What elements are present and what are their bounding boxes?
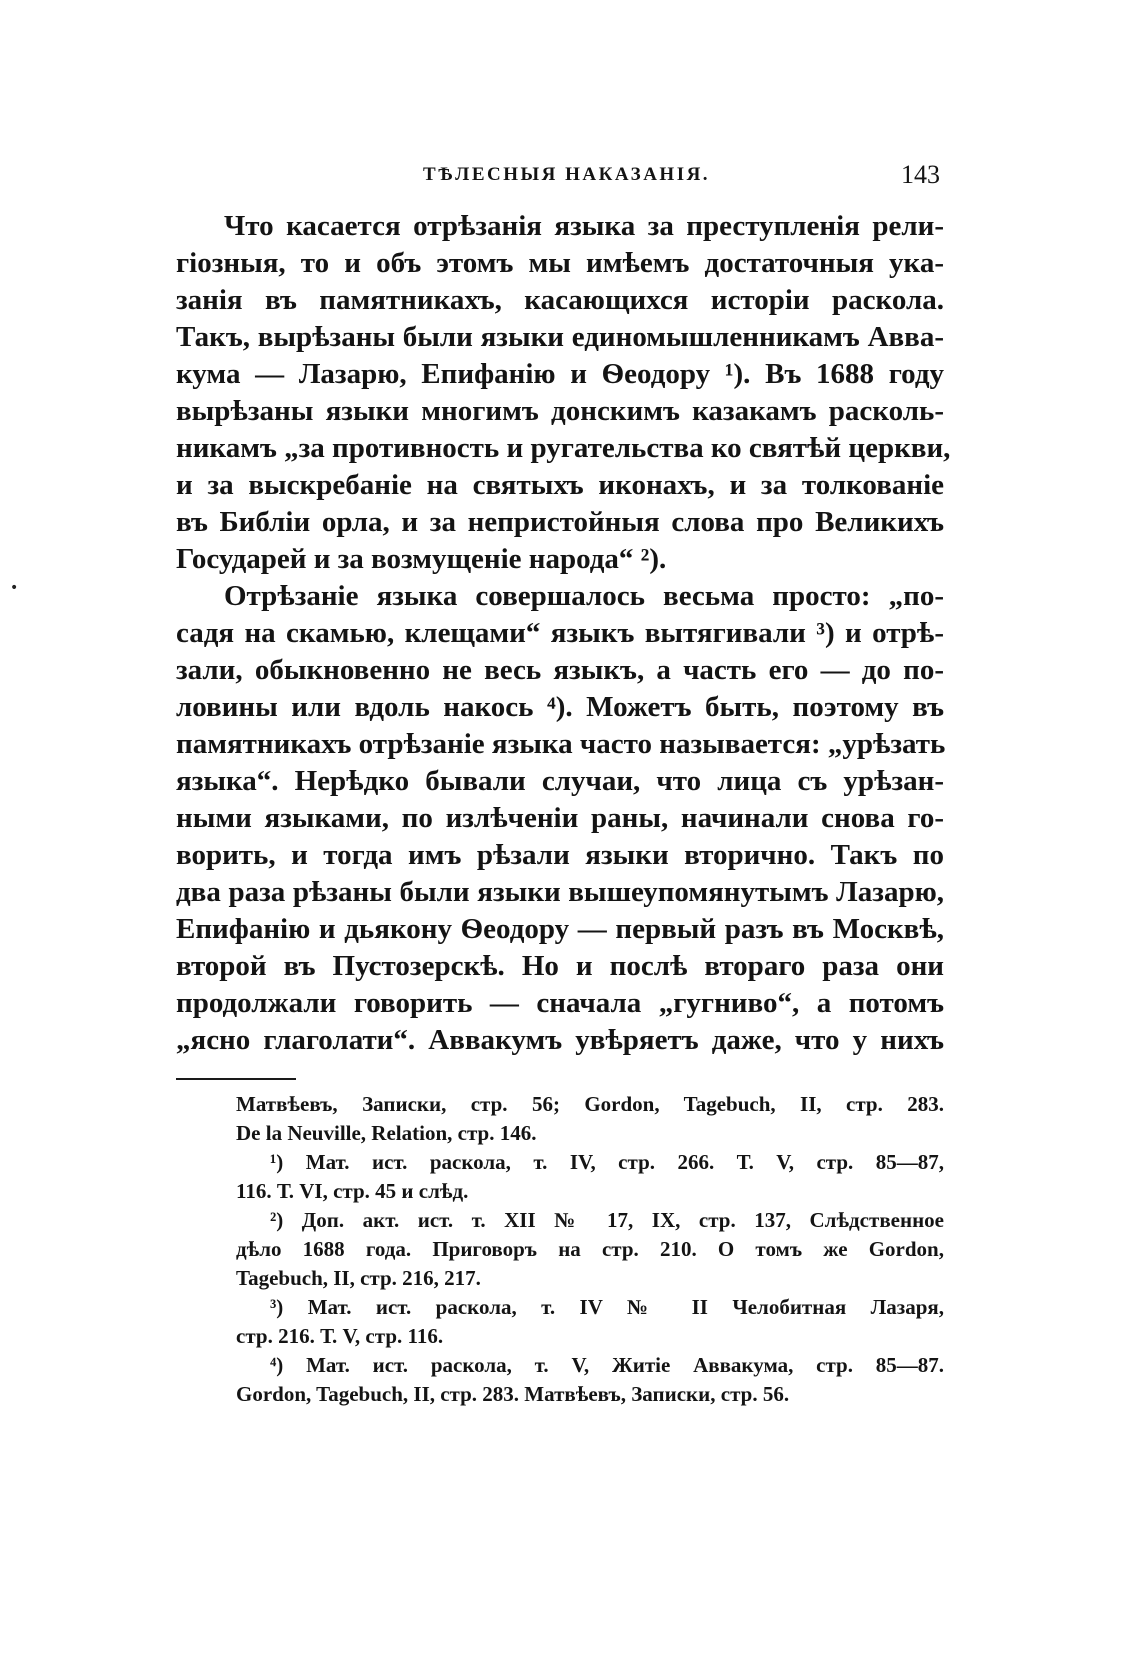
body-line: Что касается отрѣзанія языка за преступленія рели- <box>224 210 944 242</box>
page-number: 143 <box>901 160 940 189</box>
body-line: языка“. Нерѣдко бывали случаи, что лица съ урѣзан- <box>176 765 944 797</box>
footnote-line: De la Neuville, Relation, стр. 146. <box>236 1121 537 1145</box>
body-line: Епифанію и дьякону Ѳеодору — первый разъ въ Москвѣ, <box>176 913 944 945</box>
body-line: второй въ Пустозерскѣ. Но и послѣ втораго раза они <box>176 950 944 982</box>
footnote-line: ²) Доп. акт. ист. т. XII № 17, IX, стр. 137, Слѣдственное <box>270 1208 944 1232</box>
footnote-divider <box>176 1078 296 1080</box>
body-line: зали, обыкновенно не весь языкъ, а часть его — до по- <box>176 654 944 686</box>
body-line: продолжали говорить — сначала „гугниво“, а потомъ <box>176 987 944 1019</box>
footnote-line: 116. Т. VI, стр. 45 и слѣд. <box>236 1179 469 1203</box>
body-line: Государей и за возмущеніе народа“ ²). <box>176 543 667 575</box>
body-line: занія въ памятникахъ, касающихся исторіи раскола. <box>176 284 944 316</box>
body-text <box>176 208 951 1059</box>
body-line: садя на скамью, клещами“ языкъ вытягивали ³) и отрѣ- <box>176 617 944 649</box>
body-line: кума — Лазарю, Епифанію и Ѳеодору ¹). Въ 1688 году <box>176 358 944 390</box>
running-title: ТѢЛЕСНЫЯ НАКАЗАНІЯ. <box>423 164 711 185</box>
footnote-line: ⁴) Мат. ист. раскола, т. V, Житіе Аввакума, стр. 85—87. <box>270 1353 944 1377</box>
body-line: ными языками, по излѣченіи раны, начинали снова го- <box>176 802 944 834</box>
body-line: „ясно глаголати“. Аввакумъ увѣряетъ даже, что у нихъ <box>176 1024 944 1056</box>
body-line: вырѣзаны языки многимъ донскимъ казакамъ расколь- <box>176 395 944 427</box>
footnote-line: Матвѣевъ, Записки, стр. 56; Gordon, Tagebuch, II, стр. 283. <box>236 1092 944 1116</box>
body-line: Такъ, вырѣзаны были языки единомышленникамъ Авва- <box>176 321 944 353</box>
body-line: два раза рѣзаны были языки вышеупомянутымъ Лазарю, <box>176 876 944 908</box>
footnote-line: дѣло 1688 года. Приговоръ на стр. 210. О томъ же Gordon, <box>236 1237 944 1261</box>
body-line: гіозныя, то и объ этомъ мы имѣемъ достаточныя ука- <box>176 247 944 279</box>
body-line: ловины или вдоль накось ⁴). Можетъ быть, поэтому въ <box>176 691 944 723</box>
margin-mark: • <box>10 580 19 596</box>
body-line: Отрѣзаніе языка совершалось весьма просто: „по- <box>224 580 944 612</box>
footnote-line: стр. 216. Т. V, стр. 116. <box>236 1324 444 1348</box>
footnote-line: Tagebuch, II, стр. 216, 217. <box>236 1266 481 1290</box>
footnotes <box>236 1090 944 1409</box>
body-line: въ Библіи орла, и за непристойныя слова про Великихъ <box>176 506 944 538</box>
body-line: никамъ „за противность и ругательства ко святѣй церкви, <box>176 432 951 464</box>
body-line: ворить, и тогда имъ рѣзали языки вторично. Такъ по <box>176 839 944 871</box>
footnote-line: ¹) Мат. ист. раскола, т. IV, стр. 266. Т. V, стр. 85—87, <box>270 1150 944 1174</box>
footnote-line: ³) Мат. ист. раскола, т. IV № II Челобитная Лазаря, <box>270 1295 944 1319</box>
running-header <box>176 160 944 190</box>
footnote-line: Gordon, Tagebuch, II, стр. 283. Матвѣевъ, Записки, стр. 56. <box>236 1382 790 1406</box>
body-line: памятникахъ отрѣзаніе языка часто называется: „урѣзать <box>176 728 946 760</box>
body-line: и за выскребаніе на святыхъ иконахъ, и за толкованіе <box>176 469 944 501</box>
